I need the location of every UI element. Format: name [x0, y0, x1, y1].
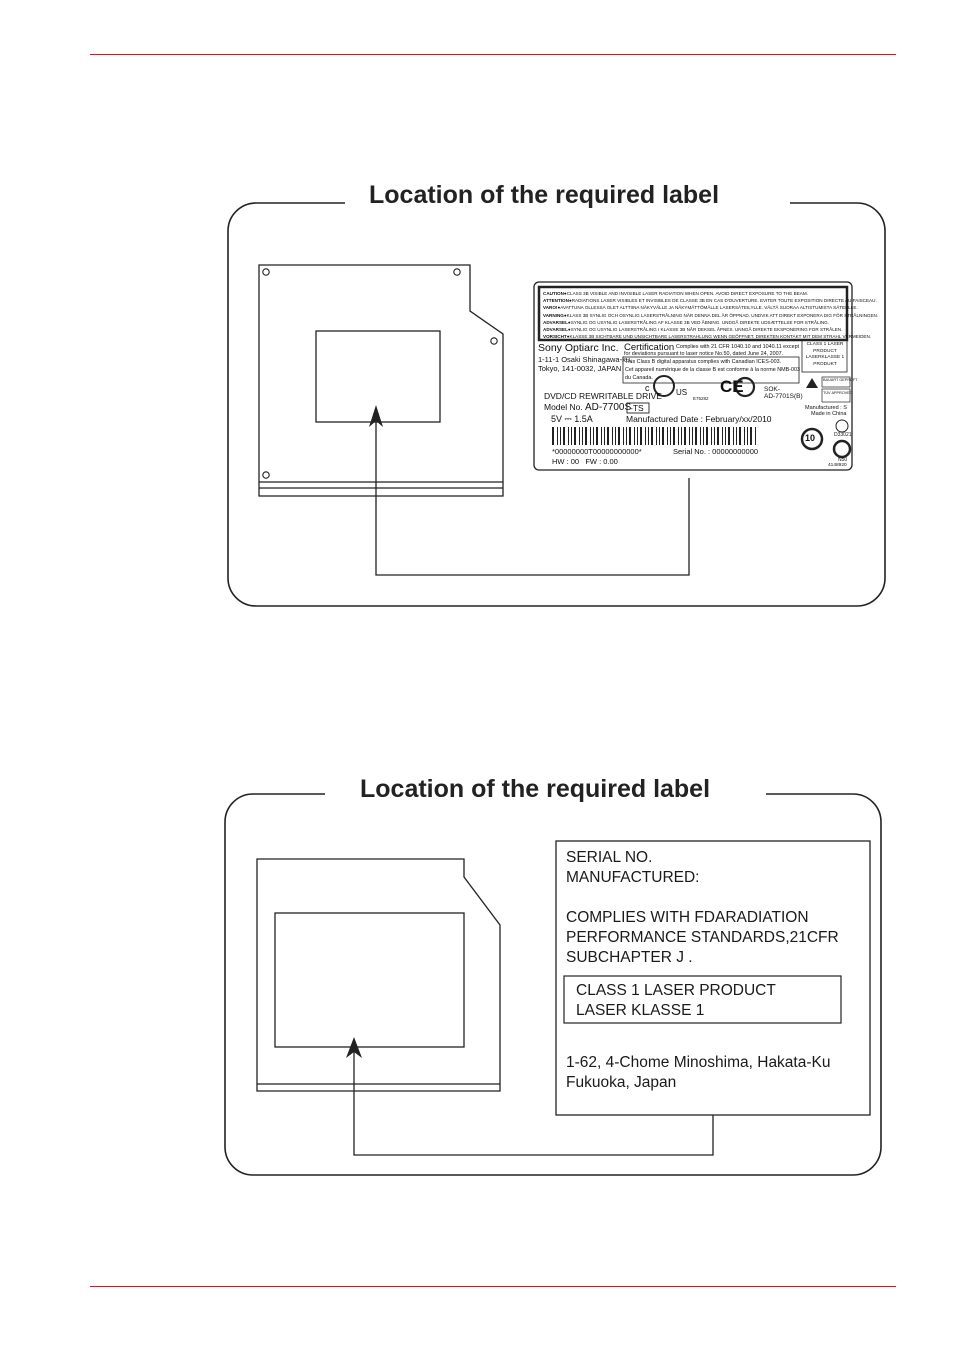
cert-title: Certification — [624, 342, 675, 353]
barcode-bar — [670, 427, 671, 445]
barcode-bar — [604, 427, 605, 445]
barcode-bar — [623, 427, 624, 445]
ul-us: US — [676, 388, 688, 397]
ul-code: E75282 — [693, 396, 709, 401]
code-n: N50 — [838, 457, 848, 463]
sok-text: SOK- — [764, 386, 780, 393]
label-line-performance: PERFORMANCE STANDARDS,21CFR — [566, 929, 839, 946]
warning-list — [543, 290, 879, 340]
barcode-bar — [582, 427, 583, 445]
barcode-bar — [722, 427, 723, 445]
barcode-bar — [689, 427, 690, 445]
class-line: LASER KLASSE 1 — [576, 1002, 705, 1019]
figure-2-title: Location of the required label — [348, 775, 722, 804]
class-laser-box — [576, 981, 776, 1021]
warning-line — [543, 312, 879, 319]
warning-text: KLASSE 3B SICHTBARE UND UNSICHTBARE LASERSTRAHLUNG WENN GEÖFFNET. DIREKTEN KONTAKT MIT DEM STRAHL VERMEIDEN. — [569, 334, 872, 340]
barcode-bar — [739, 427, 741, 445]
class-line: CLASS 1 LASER PRODUCT — [576, 982, 776, 999]
label-line-serial: SERIAL NO. — [566, 849, 653, 866]
cert-text-1: Complies with 21 CFR 1040.10 and 1040.11 except — [676, 344, 800, 350]
barcode-bar — [684, 427, 686, 445]
barcode-bar — [695, 427, 697, 445]
label-line-manufactured: MANUFACTURED: — [566, 869, 700, 886]
barcode-bar — [607, 427, 609, 445]
warning-key: ADVARSEL● — [543, 327, 571, 333]
cert-box-3: du Canada. — [625, 375, 653, 381]
barcode-bar — [651, 427, 653, 445]
warning-text: SYNLIG OG USYNLIG LASERSTRÅLING I KLASSE 3B NÅR DEKSEL ÅPNES. UNNGÅ DIREKTE EKSPONERING FOR STRÅLEN. — [570, 327, 843, 333]
barcode-bar — [629, 427, 631, 445]
barcode-bar — [736, 427, 737, 445]
class-box-line: PRODUKT — [813, 361, 837, 367]
barcode-bar — [612, 427, 613, 445]
warning-text: AVATTUNA OLLESSA OLET ALTTIINA NÄKYVÄLLE JA NÄKYMÄTTÖMÄLLE LASERSÄTEILYLLE. VÄLTÄ SUORAA ALTISTUMISTA SÄTEELLE. — [560, 305, 858, 311]
small-box-1: BAUART GEPRÜFT — [823, 378, 858, 382]
footer-rule — [90, 1286, 896, 1287]
barcode-bar — [662, 427, 664, 445]
warning-text: KLASS 3B SYNLIG OCH OSYNLIG LASERSTRÅLNING NÄR DENNA DEL ÄR ÖPPNAD. UNDVIK ATT DIREKT EXPONERA DIG FÖR STRÅLNINGEN. — [566, 312, 879, 318]
model-2: AD-7701S(B) — [764, 393, 803, 400]
barcode-bar — [700, 427, 701, 445]
barcode-bar — [717, 427, 719, 445]
barcode-bar — [585, 427, 587, 445]
serial-number: Serial No. : 00000000000 — [673, 447, 759, 456]
manufactured-date: Manufactured Date : February/xx/2010 — [626, 414, 772, 424]
company-name: Sony Optiarc Inc. — [538, 342, 619, 354]
barcode-bar — [618, 427, 620, 445]
warning-line — [543, 333, 872, 340]
label-line-subchapter: SUBCHAPTER J . — [566, 949, 693, 966]
barcode — [552, 427, 756, 445]
barcode-bar — [667, 427, 668, 445]
ce-mark: CE — [720, 377, 744, 396]
warning-key: CAUTION● — [543, 291, 567, 296]
barcode-bar — [557, 427, 558, 445]
barcode-bar — [733, 427, 734, 445]
small-box-2: TÜV APPROVED — [823, 391, 853, 395]
manufactured-site: Manufactured : S — [805, 405, 847, 411]
warning-text: SYNLIG OG USYNLIG LASERSTRÅLING AF KLASSE 3B VED ÅBNING. UNDGÅ DIREKTE UDSÆTTELSE FOR STRÅLING. — [570, 319, 830, 325]
barcode-bar — [744, 427, 745, 445]
hw-fw: HW : 00 FW : 0.00 — [552, 457, 618, 466]
model-label: Model No. — [544, 402, 583, 412]
class-box-line: PRODUCT — [813, 348, 837, 354]
barcode-bar — [552, 427, 554, 445]
barcode-bar — [747, 427, 748, 445]
class-box — [803, 342, 847, 368]
barcode-bar — [626, 427, 627, 445]
cert-box-2: Cet appareil numérique de la classe B est conforme à la norme NMB-003 — [625, 367, 800, 373]
drive-type: DVD/CD REWRITABLE DRIVE — [544, 391, 662, 401]
barcode-bar — [659, 427, 660, 445]
barcode-bar — [571, 427, 572, 445]
warning-text: RADIATIONS LASER VISIBLES ET INVISIBLES DE CLASSE 3B EN CAS D'OUVERTURE. EVITER TOUTE EXPOSITION DIRECTE AU FAISCEAU. — [571, 298, 877, 304]
barcode-bar — [563, 427, 565, 445]
warning-key: VORSICHT● — [543, 334, 570, 340]
power-rating: 5V ⎓ 1.5A — [551, 414, 593, 424]
barcode-bar — [692, 427, 693, 445]
barcode-bar — [645, 427, 646, 445]
barcode-bar — [673, 427, 675, 445]
barcode-bar — [593, 427, 594, 445]
barcode-text: *00000000T00000000000* — [552, 447, 642, 456]
warning-block — [543, 290, 879, 340]
label-text-block — [566, 848, 839, 968]
warning-key: ATTENTION● — [543, 298, 572, 304]
barcode-bar — [755, 427, 756, 445]
barcode-bar — [601, 427, 602, 445]
warning-key: VARNING● — [543, 312, 567, 318]
warning-line — [543, 326, 845, 333]
warning-text: CLASS 3B VISIBLE AND INVISIBLE LASER RADIATION WHEN OPEN. AVOID DIRECT EXPOSURE TO THE BEAM. — [566, 291, 808, 296]
warning-line — [543, 304, 858, 311]
company-address-1: 1-11-1 Osaki Shinagawa-ku, — [538, 355, 633, 364]
barcode-bar — [579, 427, 580, 445]
barcode-bar — [648, 427, 649, 445]
barcode-bar — [656, 427, 657, 445]
barcode-bar — [596, 427, 598, 445]
figure-1-title: Location of the required label — [357, 181, 731, 210]
barcode-bar — [640, 427, 642, 445]
barcode-bar — [590, 427, 591, 445]
model-suffix: -TS — [630, 403, 644, 413]
barcode-bar — [714, 427, 715, 445]
barcode-bar — [750, 427, 752, 445]
barcode-bar — [634, 427, 635, 445]
address-line: 1-62, 4-Chome Minoshima, Hakata-Ku — [566, 1054, 831, 1071]
barcode-bar — [560, 427, 561, 445]
class-box-line: CLASS 1 LASER — [806, 342, 844, 347]
barcode-bar — [725, 427, 726, 445]
figure-2-drawing — [0, 760, 954, 1200]
warning-line — [543, 290, 845, 297]
barcode-bar — [703, 427, 704, 445]
address-block — [566, 1053, 830, 1093]
rohs-number: 10 — [805, 433, 816, 443]
code-d: D33021 — [834, 432, 852, 438]
warning-key: ADVARSEL● — [543, 319, 571, 325]
barcode-bar — [678, 427, 679, 445]
made-in: Made in China — [811, 411, 847, 417]
cert-box-1: This Class B digital apparatus complies with Canadian ICES-003. — [625, 359, 782, 365]
warning-line — [543, 297, 877, 304]
barcode-bar — [574, 427, 576, 445]
barcode-bar — [568, 427, 569, 445]
company-address-2: Tokyo, 141-0032, JAPAN — [538, 364, 622, 373]
label-line-complies: COMPLIES WITH FDARADIATION — [566, 909, 809, 926]
code-final: 4148920 — [828, 463, 847, 468]
label-line-blank — [566, 888, 839, 908]
warning-key: VARO!● — [543, 305, 561, 311]
barcode-bar — [681, 427, 682, 445]
ul-c: c — [645, 383, 650, 393]
model-value: AD-7700S — [585, 402, 632, 413]
cert-text-2: for deviations pursuant to laser notice No.50, dated June 24, 2007. — [624, 351, 784, 357]
barcode-bar — [706, 427, 708, 445]
barcode-bar — [637, 427, 638, 445]
barcode-bar — [615, 427, 616, 445]
address-line: Fukuoka, Japan — [566, 1074, 677, 1091]
barcode-bar — [711, 427, 712, 445]
barcode-bar — [728, 427, 730, 445]
class-box-line: LASERKLASSE 1 — [805, 355, 845, 360]
warning-line — [543, 319, 845, 326]
